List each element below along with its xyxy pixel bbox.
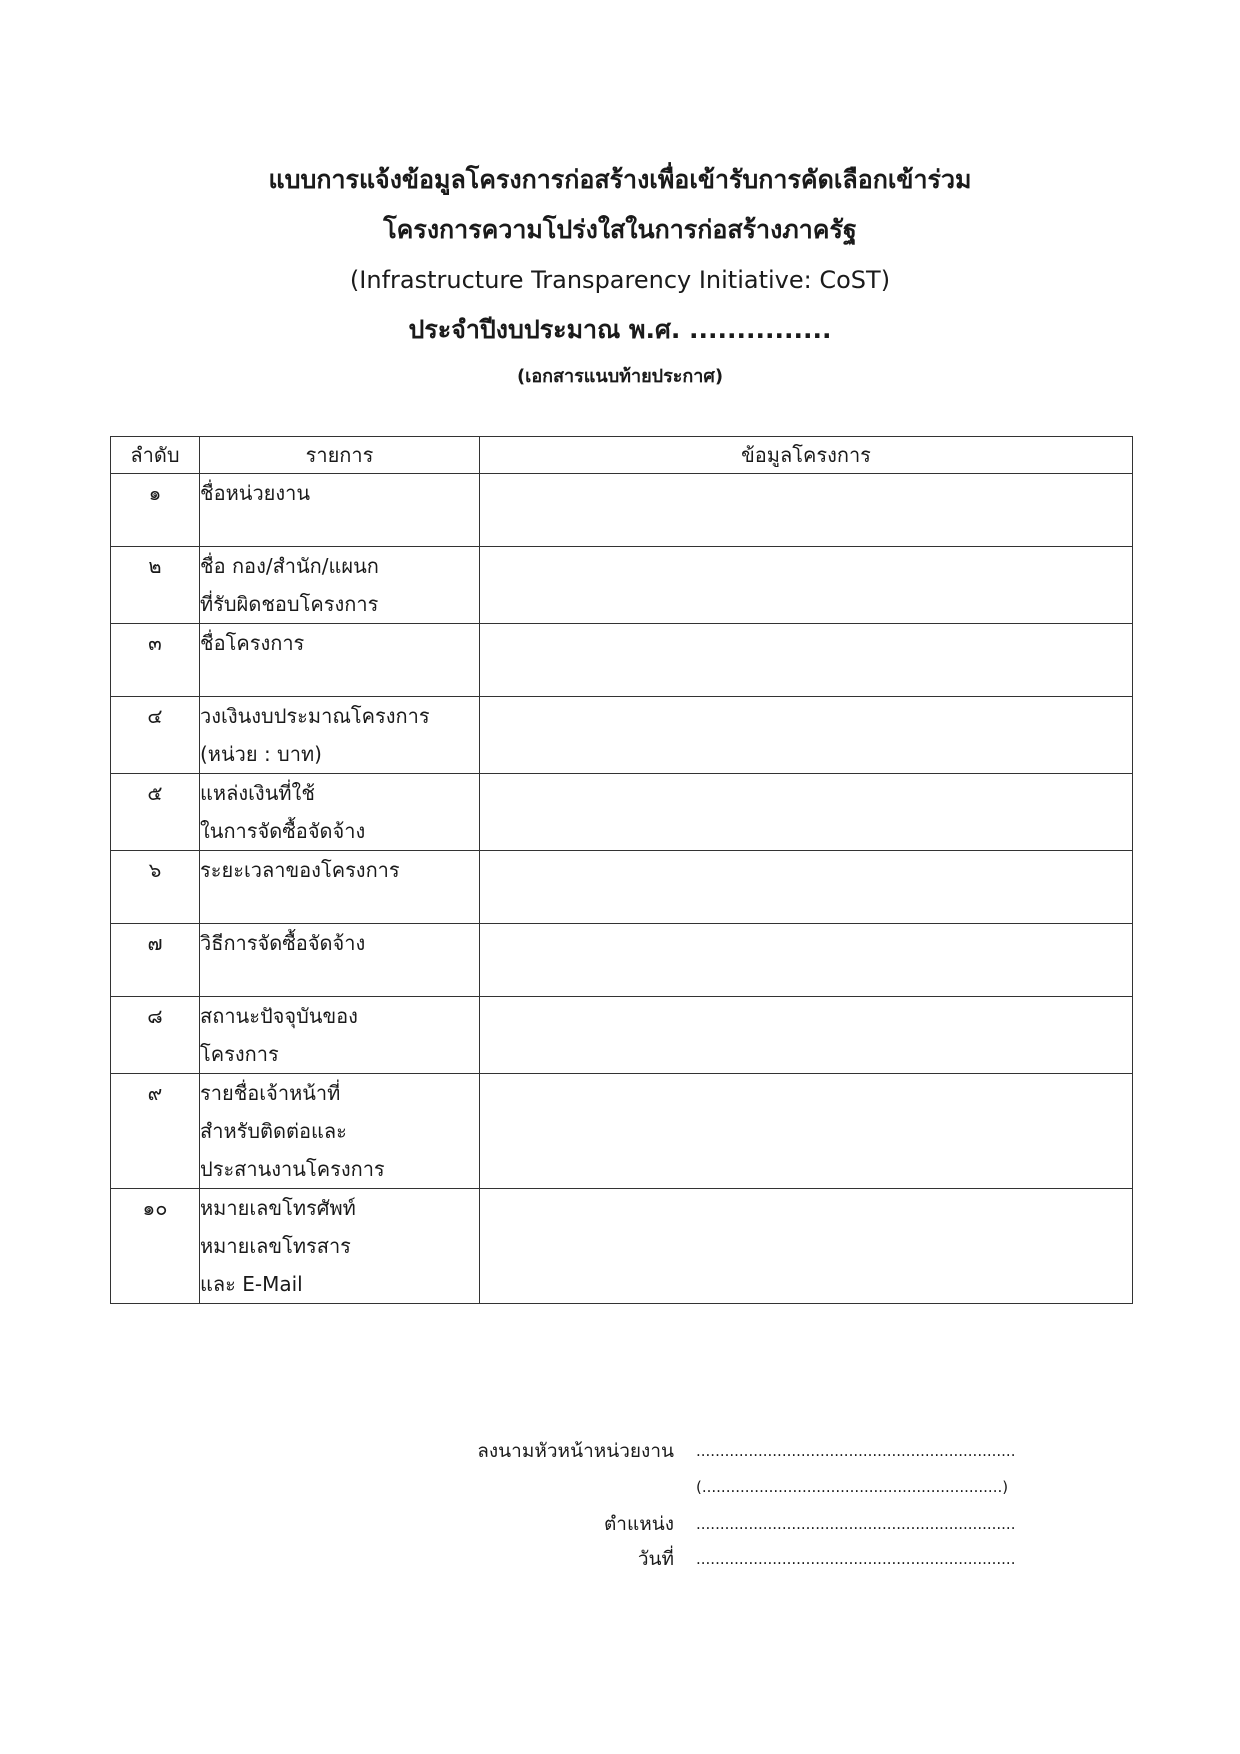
name-row	[0, 1468, 1240, 1506]
table-row	[111, 924, 1133, 997]
row-item	[200, 997, 480, 1074]
row-item-line: หมายเลขโทรสาร	[200, 1234, 351, 1258]
row-item-line: หมายเลขโทรศัพท์	[200, 1196, 356, 1220]
table-row	[111, 697, 1133, 774]
row-info-cell[interactable]	[480, 547, 1133, 624]
title-line-1: แบบการแจ้งข้อมูลโครงการก่อสร้างเพื่อเข้ารับการคัดเลือกเข้าร่วม	[268, 165, 972, 194]
row-item-line: แหล่งเงินที่ใช้	[200, 781, 315, 805]
row-item	[200, 474, 480, 547]
table-row	[111, 547, 1133, 624]
row-info-cell[interactable]	[480, 697, 1133, 774]
title-block	[0, 155, 1240, 395]
printed-name-line[interactable]: (...............................................................)	[696, 1478, 1009, 1496]
row-item	[200, 624, 480, 697]
row-number: ๘	[111, 997, 200, 1074]
table-row	[111, 1074, 1133, 1189]
row-item-line: (หน่วย : บาท)	[200, 742, 322, 766]
row-info-cell[interactable]	[480, 924, 1133, 997]
row-item-line: ในการจัดซื้อจัดจ้าง	[200, 819, 366, 843]
row-item-line: วงเงินงบประมาณโครงการ	[200, 704, 430, 728]
row-item-line: รายชื่อเจ้าหน้าที่	[200, 1081, 341, 1105]
header-item: รายการ	[200, 437, 480, 474]
table-row	[111, 624, 1133, 697]
row-item-line: สำหรับติดต่อและ	[200, 1119, 347, 1143]
row-item-line: ชื่อ กอง/สำนัก/แผนก	[200, 554, 379, 578]
row-number: ๔	[111, 697, 200, 774]
row-info-cell[interactable]	[480, 997, 1133, 1074]
date-row	[0, 1540, 1240, 1578]
row-item	[200, 1189, 480, 1304]
row-item	[200, 924, 480, 997]
table-row	[111, 774, 1133, 851]
table-row	[111, 997, 1133, 1074]
row-item-line: และ E-Mail	[200, 1272, 303, 1296]
date-label: วันที่	[637, 1548, 674, 1570]
row-info-cell[interactable]	[480, 851, 1133, 924]
row-item-line: ระยะเวลาของโครงการ	[200, 858, 400, 882]
row-item	[200, 851, 480, 924]
row-info-cell[interactable]	[480, 1074, 1133, 1189]
row-number: ๒	[111, 547, 200, 624]
table-row	[111, 851, 1133, 924]
row-item	[200, 774, 480, 851]
signature-row	[0, 1432, 1240, 1470]
table-row	[111, 474, 1133, 547]
row-item-line: ประสานงานโครงการ	[200, 1157, 385, 1181]
signature-label: ลงนามหัวหน้าหน่วยงาน	[477, 1440, 674, 1462]
row-number: ๓	[111, 624, 200, 697]
row-item-line: ชื่อโครงการ	[200, 631, 305, 655]
date-line[interactable]: ...................................................................	[696, 1550, 1016, 1568]
row-number: ๙	[111, 1074, 200, 1189]
row-info-cell[interactable]	[480, 624, 1133, 697]
row-item-line: สถานะปัจจุบันของ	[200, 1004, 358, 1028]
signature-line[interactable]: ...................................................................	[696, 1442, 1016, 1460]
row-number: ๗	[111, 924, 200, 997]
position-line[interactable]: ...................................................................	[696, 1515, 1016, 1533]
header-info: ข้อมูลโครงการ	[480, 437, 1133, 474]
position-row	[0, 1505, 1240, 1543]
attachment-note: (เอกสารแนบท้ายประกาศ)	[516, 366, 724, 387]
row-item	[200, 1074, 480, 1189]
title-line-3: (Infrastructure Transparency Initiative: CoST)	[349, 266, 891, 294]
row-info-cell[interactable]	[480, 474, 1133, 547]
position-label: ตำแหน่ง	[603, 1513, 674, 1535]
project-info-table	[110, 436, 1133, 1304]
row-number: ๑๐	[111, 1189, 200, 1304]
row-info-cell[interactable]	[480, 1189, 1133, 1304]
row-item-line: โครงการ	[200, 1042, 279, 1066]
row-item-line: วิธีการจัดซื้อจัดจ้าง	[200, 931, 366, 955]
table-header-row	[111, 437, 1133, 474]
header-no: ลำดับ	[111, 437, 200, 474]
title-line-4: ประจำปีงบประมาณ พ.ศ. ...............	[408, 315, 832, 344]
table-row	[111, 1189, 1133, 1304]
row-item-line: ที่รับผิดชอบโครงการ	[200, 592, 379, 616]
row-item	[200, 697, 480, 774]
row-number: ๑	[111, 474, 200, 547]
row-number: ๖	[111, 851, 200, 924]
row-item	[200, 547, 480, 624]
row-item-line: ชื่อหน่วยงาน	[200, 481, 311, 505]
row-info-cell[interactable]	[480, 774, 1133, 851]
title-line-2: โครงการความโปร่งใสในการก่อสร้างภาครัฐ	[383, 215, 857, 244]
row-number: ๕	[111, 774, 200, 851]
